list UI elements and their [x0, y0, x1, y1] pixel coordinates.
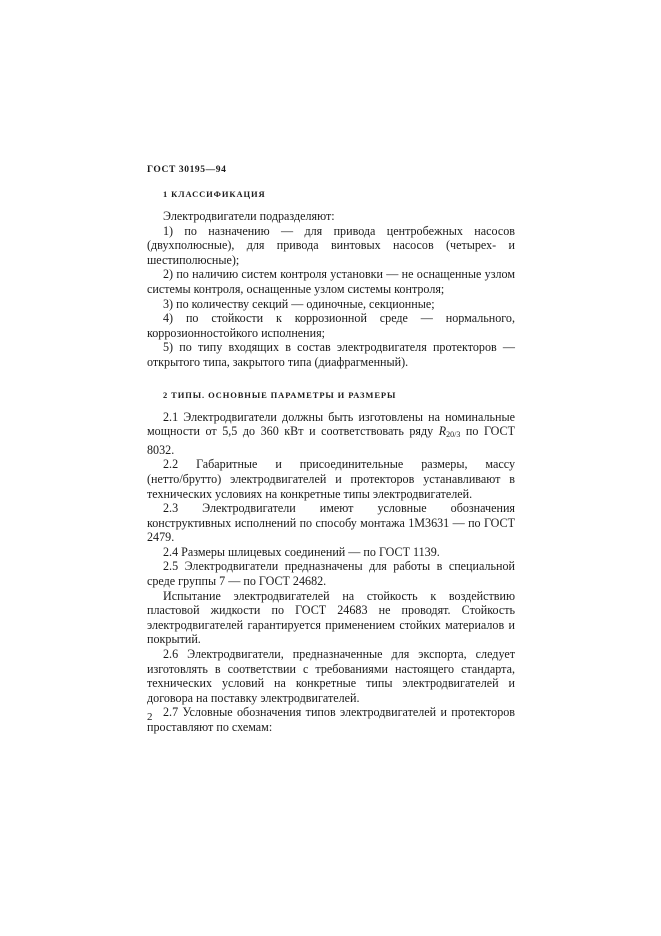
- clause-2-5: 2.5 Электродвигатели предназначены для работы в специальной среде группы 7 — по ГОСТ 24682.: [147, 559, 515, 589]
- clause-2-5-testing: Испытание электродвигателей на стойкость к воздействию пластовой жидкости по ГОСТ 24683 не проводят. Стойкость электродвигателей гарантируется применением стойких материалов и покрытий.: [147, 588, 515, 647]
- classification-item-1: 1) по назначению — для привода центробежных насосов (двухполюсные), для привода винтовых насосов (четырех- и шестиполюсные);: [147, 223, 515, 267]
- page-number: 2: [147, 711, 153, 723]
- classification-item-3: 3) по количеству секций — одиночные, секционные;: [163, 296, 435, 311]
- clause-2-2-rest: (нетто/брутто) электродвигателей и протекторов устанавливают в технических условиях на конкретные типы электродвигателей.: [147, 471, 515, 501]
- standard-header: ГОСТ 30195—94: [147, 165, 227, 175]
- series-subscript: 20/3: [446, 430, 461, 440]
- section-2-title: 2 ТИПЫ. ОСНОВНЫЕ ПАРАМЕТРЫ И РАЗМЕРЫ: [163, 389, 397, 400]
- clause-2-1-text-a: 2.1 Электродвигатели должны быть изготовлены на номинальные мощности от 5,5 до 360 кВт и соответствовать ряду: [147, 409, 515, 439]
- clause-2-4: 2.4 Размеры шлицевых соединений — по ГОСТ 1139.: [163, 544, 440, 559]
- classification-item-5: 5) по типу входящих в состав электродвигателя протекторов — открытого типа, закрытого типа (диафрагменный).: [147, 340, 515, 369]
- clause-2-2-first-line: 2.2 Габаритные и присоединительные размеры, массу: [163, 457, 515, 472]
- clause-2-6: 2.6 Электродвигатели, предназначенные для экспорта, следует изготовлять в соответствии с требованиями настоящего стандарта, технических условий на конкретные типы электродвигателей и договора на поставку электродвигателей.: [147, 647, 515, 705]
- section-1-intro: Электродвигатели подразделяют:: [163, 209, 335, 223]
- clause-2-3: 2.3 Электродвигатели имеют условные обозначения конструктивных исполнений по способу монтажа 1М3631 — по ГОСТ 2479.: [147, 501, 515, 545]
- clause-2-7: 2.7 Условные обозначения типов электродвигателей и протекторов проставляют по схемам:: [147, 705, 515, 734]
- classification-item-2: 2) по наличию систем контроля установки — не оснащенные узлом системы контроля, оснащенные узлом системы контроля;: [147, 267, 515, 296]
- document-page: [147, 165, 515, 735]
- section-1-title: 1 КЛАССИФИКАЦИЯ: [163, 189, 266, 199]
- clause-2-1: [147, 410, 515, 458]
- clause-2-1-text-b: по ГОСТ 8032.: [147, 424, 515, 457]
- classification-item-4: 4) по стойкости к коррозионной среде — нормального, коррозионностойкого исполнения;: [147, 311, 515, 340]
- series-symbol: R: [438, 424, 447, 439]
